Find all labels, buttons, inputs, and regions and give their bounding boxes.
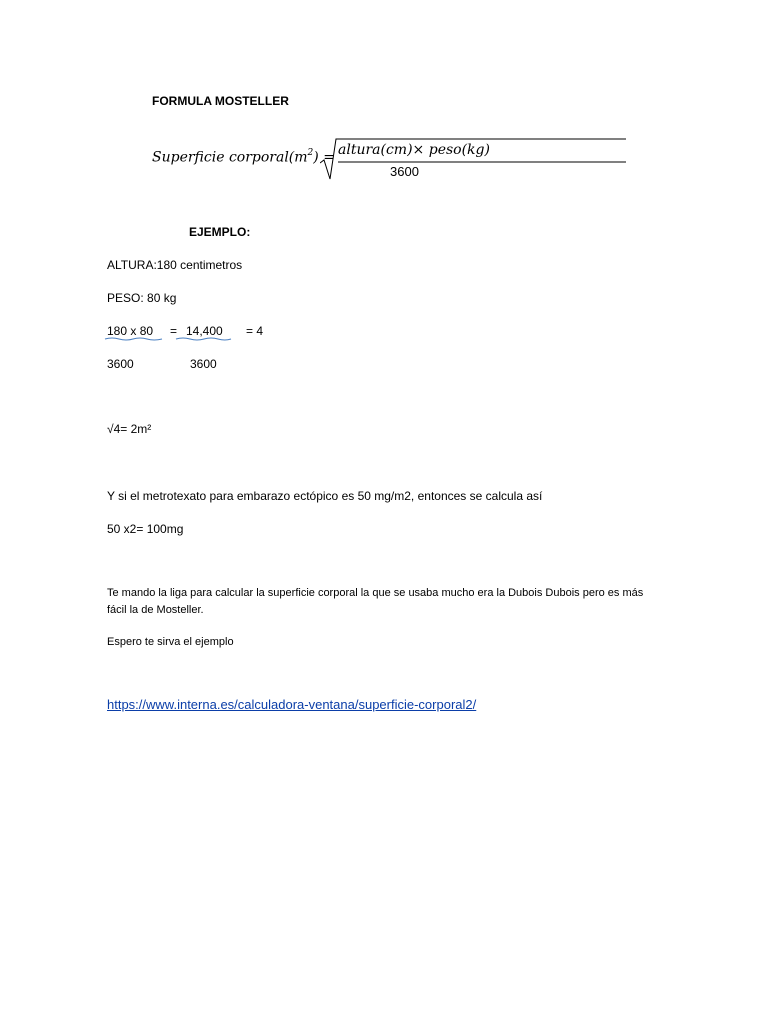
formula-lhs-close: ) =	[313, 149, 335, 166]
mosteller-calculator-link[interactable]: https://www.interna.es/calculadora-ventana/superficie-corporal2/	[107, 697, 477, 712]
denominator-middle: 3600	[190, 357, 217, 371]
root-result: √4= 2m²	[107, 422, 152, 436]
document-title: FORMULA MOSTELLER	[152, 94, 289, 108]
note-line-1: Te mando la liga para calcular la superficie corporal la que se usaba mucho era la Dubois Dubois pero es más	[107, 587, 644, 599]
note-line-3: Espero te sirva el ejemplo	[107, 636, 234, 648]
peso-line: PESO: 80 kg	[107, 291, 177, 305]
calc-middle: 14,400	[186, 324, 223, 338]
altura-line: ALTURA:180 centimetros	[107, 258, 243, 272]
spellcheck-squiggle-1	[104, 336, 164, 342]
example-heading: EJEMPLO:	[189, 225, 251, 239]
metrotexato-calc: 50 x2= 100mg	[107, 522, 184, 536]
note-line-2: fácil la de Mosteller.	[107, 604, 204, 616]
calc-equals-1: =	[170, 324, 178, 338]
calc-equals-2: = 4	[246, 324, 264, 338]
formula-lhs-exponent: 2	[307, 148, 314, 158]
metrotexato-line: Y si el metrotexato para embarazo ectópico es 50 mg/m2, entonces se calcula así	[107, 489, 543, 503]
formula-numerator: altura(cm)× peso(kg)	[338, 142, 490, 158]
formula-lhs	[152, 149, 335, 166]
formula-lhs-text: Superficie corporal(m	[152, 149, 308, 166]
denominator-left: 3600	[107, 357, 134, 371]
formula-denominator: 3600	[390, 164, 419, 179]
calc-left: 180 x 80	[107, 324, 154, 338]
spellcheck-squiggle-2	[175, 336, 233, 342]
